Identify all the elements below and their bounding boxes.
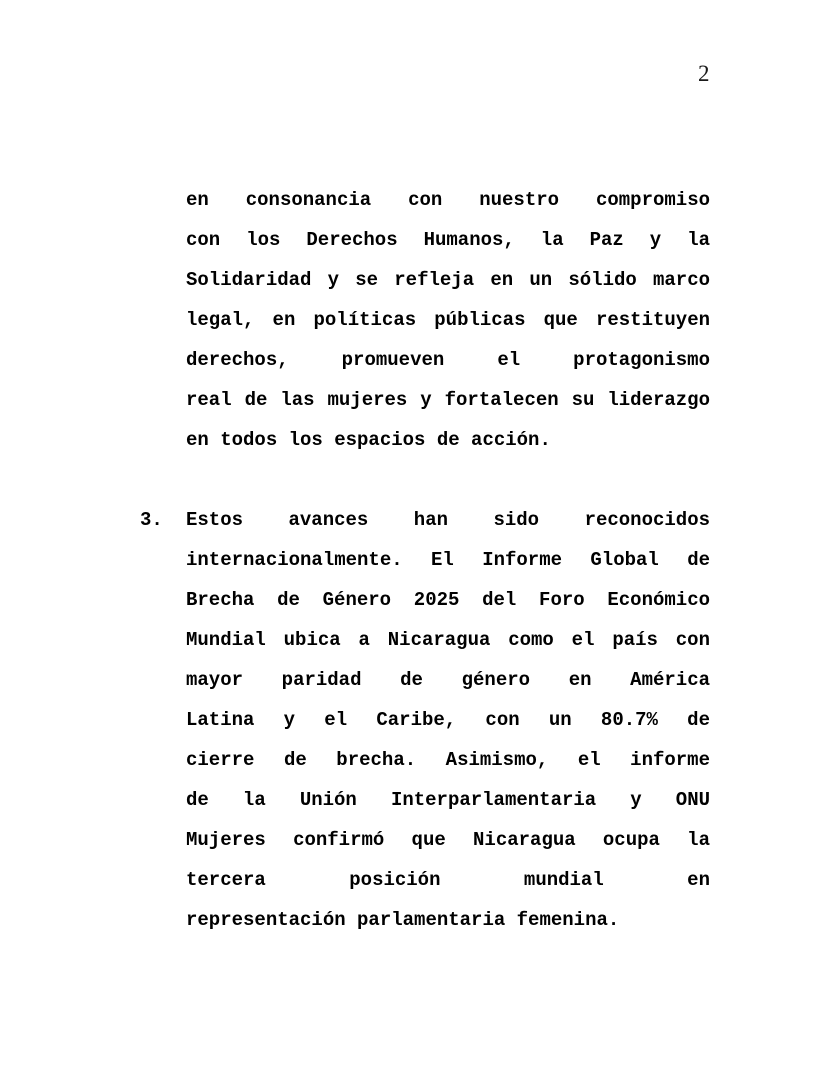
- text-line: Brecha de Género 2025 del Foro Económico: [186, 589, 710, 611]
- text-line: derechos, promueven el protagonismo: [186, 349, 710, 371]
- text-line: Solidaridad y se refleja en un sólido marco: [186, 269, 710, 291]
- text-line: con los Derechos Humanos, la Paz y la: [186, 229, 710, 251]
- text-line: Mujeres confirmó que Nicaragua ocupa la: [186, 829, 710, 851]
- text-line: en todos los espacios de acción.: [186, 429, 551, 451]
- paragraph-continuation: [186, 180, 710, 460]
- text-line: Latina y el Caribe, con un 80.7% de: [186, 709, 710, 731]
- page-number: 2: [698, 61, 710, 86]
- text-line: legal, en políticas públicas que restituyen: [186, 309, 710, 331]
- text-line: cierre de brecha. Asimismo, el informe: [186, 749, 710, 771]
- paragraph-item-3: [186, 500, 710, 940]
- text-line: real de las mujeres y fortalecen su liderazgo: [186, 389, 710, 411]
- text-line: representación parlamentaria femenina.: [186, 909, 620, 931]
- text-line: Mundial ubica a Nicaragua como el país con: [186, 629, 710, 651]
- text-line: internacionalmente. El Informe Global de: [186, 549, 710, 571]
- text-line: en consonancia con nuestro compromiso: [186, 189, 710, 211]
- text-line: de la Unión Interparlamentaria y ONU: [186, 789, 710, 811]
- text-line: mayor paridad de género en América: [186, 669, 710, 691]
- list-item-number: 3.: [140, 509, 163, 531]
- text-line: tercera posición mundial en: [186, 869, 710, 891]
- text-line: Estos avances han sido reconocidos: [186, 509, 710, 531]
